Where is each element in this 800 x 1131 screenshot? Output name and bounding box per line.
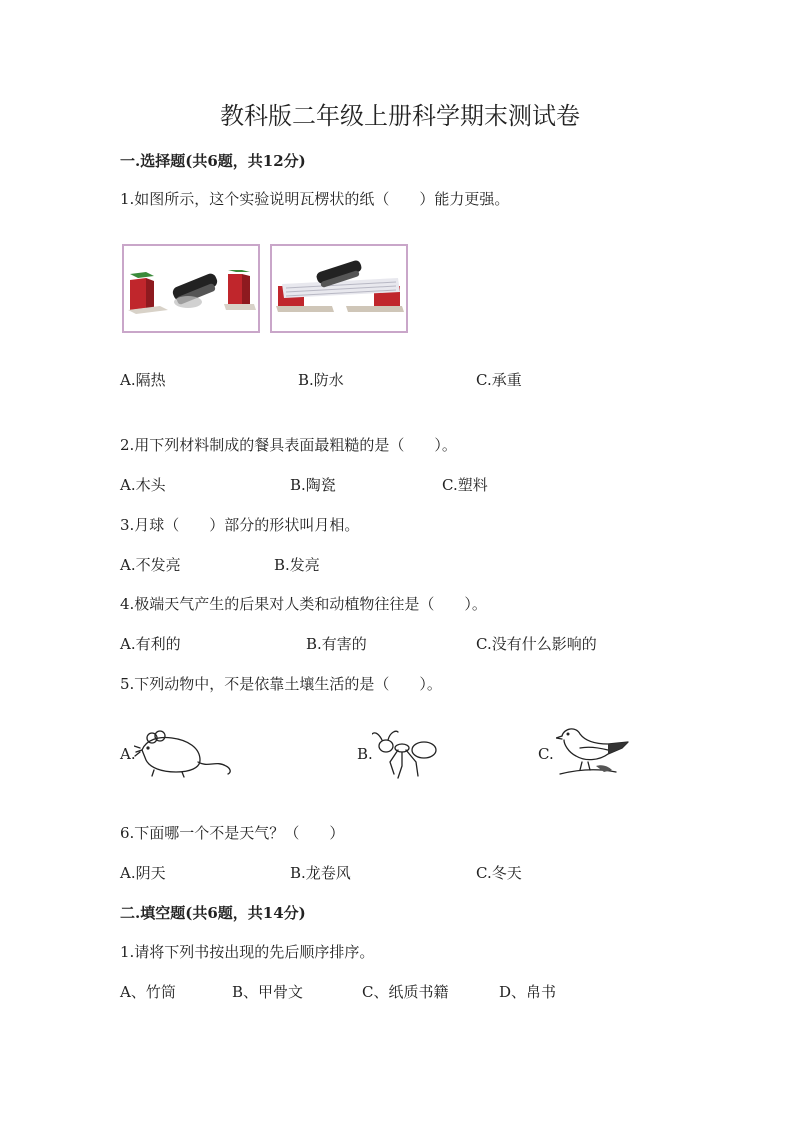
option-c: C.承重 (476, 371, 522, 389)
question-stem: 1.请将下列书按出现的先后顺序排序。 (120, 943, 375, 961)
option-a: A.隔热 (120, 371, 166, 389)
option-d: D、帛书 (499, 983, 557, 1001)
question-stem: 2.用下列材料制成的餐具表面最粗糙的是（ ）。 (120, 436, 457, 454)
option-b: B.陶瓷 (290, 476, 336, 494)
option-a: A.阴天 (120, 864, 166, 882)
option-c: C. (538, 745, 554, 763)
option-b: B、甲骨文 (232, 983, 304, 1001)
question-stem: 4.极端天气产生的后果对人类和动植物往往是（ ）。 (120, 595, 487, 613)
ant-icon (372, 726, 442, 780)
option-c: C.塑料 (442, 476, 488, 494)
experiment-photo-flat (122, 244, 260, 333)
option-b: B.防水 (298, 371, 344, 389)
option-b: B. (357, 745, 373, 763)
option-b: B.有害的 (306, 635, 367, 653)
mouse-icon (134, 728, 234, 780)
option-a: A.不发亮 (120, 556, 181, 574)
section-heading-fill: 二.填空题(共6题，共14分) (120, 904, 306, 922)
question-stem: 1.如图所示，这个实验说明瓦楞状的纸（ ）能力更强。 (120, 190, 510, 208)
option-a: A. (120, 745, 136, 763)
option-c: C、纸质书籍 (362, 983, 449, 1001)
question-stem: 6.下面哪一个不是天气？（ ） (120, 824, 345, 842)
option-a: A、竹筒 (120, 983, 176, 1001)
question-stem: 5.下列动物中，不是依靠土壤生活的是（ ）。 (120, 675, 442, 693)
page-title: 教科版二年级上册科学期末测试卷 (220, 102, 580, 130)
bird-icon (556, 724, 636, 782)
option-a: A.木头 (120, 476, 166, 494)
question-stem: 3.月球（ ）部分的形状叫月相。 (120, 516, 360, 534)
option-b: B.龙卷风 (290, 864, 351, 882)
option-a: A.有利的 (120, 635, 181, 653)
option-c: C.冬天 (476, 864, 522, 882)
experiment-photo-corrugated (270, 244, 408, 333)
option-c: C.没有什么影响的 (476, 635, 597, 653)
section-heading-choice: 一.选择题(共6题，共12分) (120, 152, 306, 170)
option-b: B.发亮 (274, 556, 320, 574)
